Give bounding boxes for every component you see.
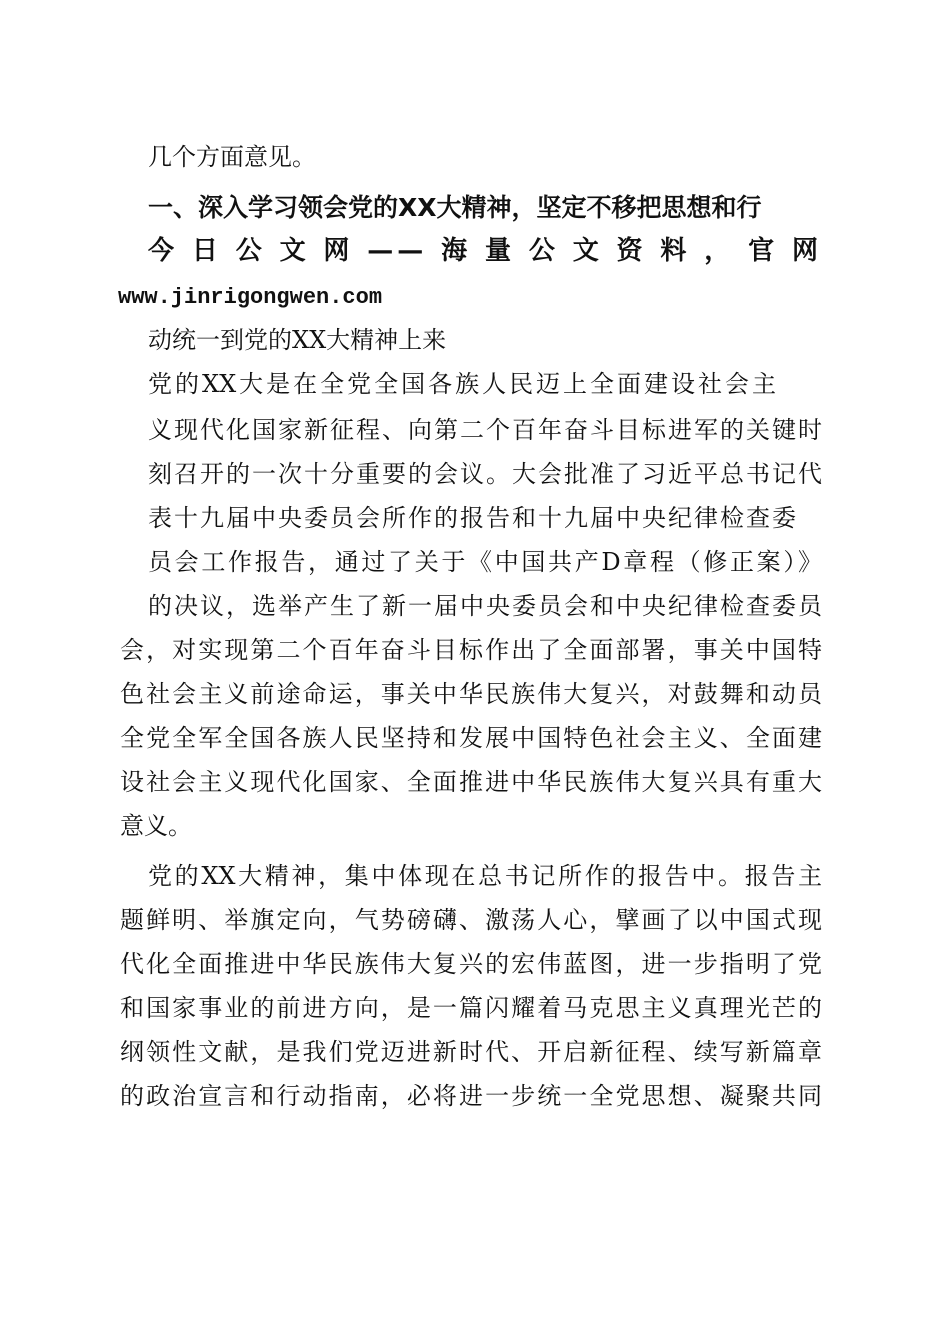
paragraph-line: 纲领性文献，是我们党迈进新时代、开启新征程、续写新篇章 — [120, 1038, 822, 1066]
paragraph-line: 设社会主义现代化国家、全面推进中华民族伟大复兴具有重大 — [120, 768, 822, 796]
paragraph-line: 的政治宣言和行动指南，必将进一步统一全党思想、凝聚共同 — [120, 1082, 822, 1110]
paragraph-line: 表十九届中央委员会所作的报告和十九届中央纪律检查委 — [148, 504, 796, 532]
section-heading-continued: 动统一到党的XX大精神上来 — [148, 326, 447, 354]
section-heading: 一、深入学习领会党的XX大精神，坚定不移把思想和行 — [148, 193, 762, 222]
paragraph-line: 意义。 — [120, 812, 192, 840]
paragraph-line: 和国家事业的前进方向，是一篇闪耀着马克思主义真理光芒的 — [120, 994, 822, 1022]
paragraph-line: 全党全军全国各族人民坚持和发展中国特色社会主义、全面建 — [120, 724, 822, 752]
paragraph-line: 的决议，选举产生了新一届中央委员会和中央纪律检查委员 — [148, 592, 822, 620]
paragraph-line: 党的XX大精神，集中体现在总书记所作的报告中。报告主 — [148, 862, 822, 890]
paragraph-line: 会，对实现第二个百年奋斗目标作出了全面部署，事关中国特 — [120, 636, 822, 664]
paragraph-line: 党的XX大是在全党全国各族人民迈上全面建设社会主 — [148, 370, 776, 398]
watermark-url: www.jinrigongwen.com — [118, 285, 383, 310]
paragraph-line: 员会工作报告，通过了关于《中国共产D章程（修正案）》 — [148, 548, 822, 576]
paragraph-line: 刻召开的一次十分重要的会议。大会批准了习近平总书记代 — [148, 460, 822, 488]
paragraph-line: 代化全面推进中华民族伟大复兴的宏伟蓝图，进一步指明了党 — [120, 950, 822, 978]
paragraph-line: 几个方面意见。 — [148, 143, 316, 171]
paragraph-line: 题鲜明、举旗定向，气势磅礴、激荡人心，擘画了以中国式现 — [120, 906, 822, 934]
watermark-line: 今日公文网——海量公文资料，官网 — [148, 236, 822, 266]
paragraph-line: 色社会主义前途命运，事关中华民族伟大复兴，对鼓舞和动员 — [120, 680, 822, 708]
paragraph-line: 义现代化国家新征程、向第二个百年奋斗目标进军的关键时 — [148, 416, 822, 444]
